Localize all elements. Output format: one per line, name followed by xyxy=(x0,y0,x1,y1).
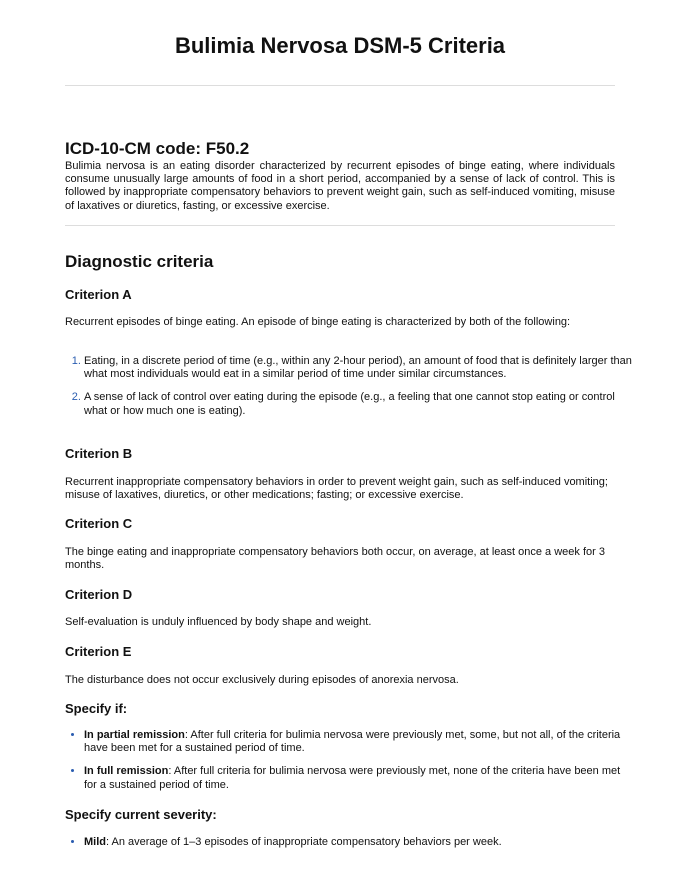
severity-list xyxy=(65,836,634,859)
criterion-c-heading: Criterion C xyxy=(65,516,133,531)
list-item xyxy=(84,729,634,755)
specify-list xyxy=(65,729,634,802)
criterion-e-heading: Criterion E xyxy=(65,644,132,659)
list-item: 1. Eating, in a discrete period of time (e.g., within any 2-hour period), an amount of food that is definitely larger than what most individuals would eat in a similar period of time under similar circumstances. xyxy=(84,355,634,381)
criterion-d-text: Self-evaluation is unduly influenced by body shape and weight. xyxy=(65,616,372,628)
icd-heading: ICD-10-CM code: F50.2 xyxy=(65,139,250,158)
term: In full remission xyxy=(84,765,169,778)
criterion-a-text: Recurrent episodes of binge eating. An episode of binge eating is characterized by both of the following: xyxy=(65,316,571,328)
definition: : An average of 1–3 episodes of inappropriate compensatory behaviors per week. xyxy=(106,836,502,848)
criterion-b-text: Recurrent inappropriate compensatory behaviors in order to prevent weight gain, such as self-induced vomiting; misuse of laxatives, diuretics, or other medications; fasting; or excessive exercise. xyxy=(65,476,608,502)
page-title: Bulimia Nervosa DSM-5 Criteria xyxy=(174,33,506,58)
divider xyxy=(65,85,615,86)
definition: : After full criteria for bulimia nervosa were previously met, none of the criteria have been met for a sustained period of time. xyxy=(84,765,621,791)
criterion-b-heading: Criterion B xyxy=(65,446,133,461)
definition: : After full criteria for bulimia nervosa were previously met, some, but not all, of the criteria have been met for a sustained period of time. xyxy=(84,729,621,755)
specify-heading: Specify if: xyxy=(65,701,128,716)
icd-description: Bulimia nervosa is an eating disorder characterized by recurrent episodes of binge eating, where individuals consume unusually large amounts of food in a short period, accompanied by a sense of lack of control. This is followed by inappropriate compensatory behaviors to prevent weight gain, such as self-induced vomiting, misuse of laxatives or diuretics, fasting, or excessive exercise. xyxy=(65,160,615,212)
diagnostic-heading: Diagnostic criteria xyxy=(65,252,214,271)
criterion-c-text: The binge eating and inappropriate compensatory behaviors both occur, on average, at least once a week for 3 months. xyxy=(65,546,605,572)
criterion-d-heading: Criterion D xyxy=(65,587,133,602)
severity-heading: Specify current severity: xyxy=(65,807,217,822)
list-item: 2. A sense of lack of control over eating during the episode (e.g., a feeling that one cannot stop eating or control what or how much one is eating). xyxy=(84,391,634,417)
criterion-a-list xyxy=(65,355,634,428)
criterion-a-heading: Criterion A xyxy=(65,287,132,302)
list-item xyxy=(84,765,634,791)
criterion-e-text: The disturbance does not occur exclusively during episodes of anorexia nervosa. xyxy=(65,674,459,686)
term: In partial remission xyxy=(84,729,185,741)
term: Mild xyxy=(84,836,106,848)
list-item xyxy=(84,836,634,849)
divider xyxy=(65,225,615,226)
